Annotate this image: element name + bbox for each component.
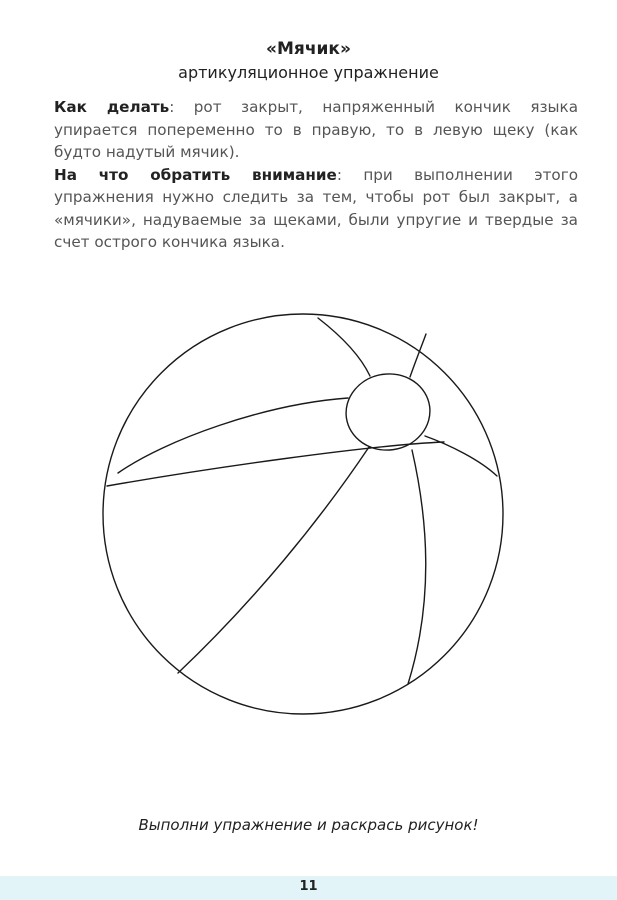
ball-seam-cap-right xyxy=(410,334,426,377)
page-number: 11 xyxy=(299,879,318,894)
ball-top-cap xyxy=(341,369,435,456)
ball-seam-long-left xyxy=(178,447,369,673)
page-subtitle: артикуляционное упражнение xyxy=(178,63,439,82)
attention-label: На что обратить внимание xyxy=(54,165,337,184)
attention-text: : при выполнении этого упражнения нужно следить за тем, чтобы рот был закрыт, а «мячики», надуваемые за щеками, были упругие и твердые за счет острого кончика языка. xyxy=(54,165,578,251)
page-title: «Мячик» xyxy=(266,39,351,59)
instruction-text: Выполни упражнение и раскрась рисунок! xyxy=(138,816,479,834)
ball-outline xyxy=(103,314,503,714)
ball-seam-upper-left xyxy=(118,398,348,473)
ball-seam-long-right xyxy=(408,450,426,684)
how-to-text: : рот закрыт, напряженный кончик языка упирается попеременно то в правую, то в левую щеку (как будто надутый мячик). xyxy=(54,98,579,161)
how-to-label: Как делать xyxy=(54,98,170,116)
ball-seam-cap-top xyxy=(318,318,370,376)
ball-seam-lower-left xyxy=(107,442,444,486)
